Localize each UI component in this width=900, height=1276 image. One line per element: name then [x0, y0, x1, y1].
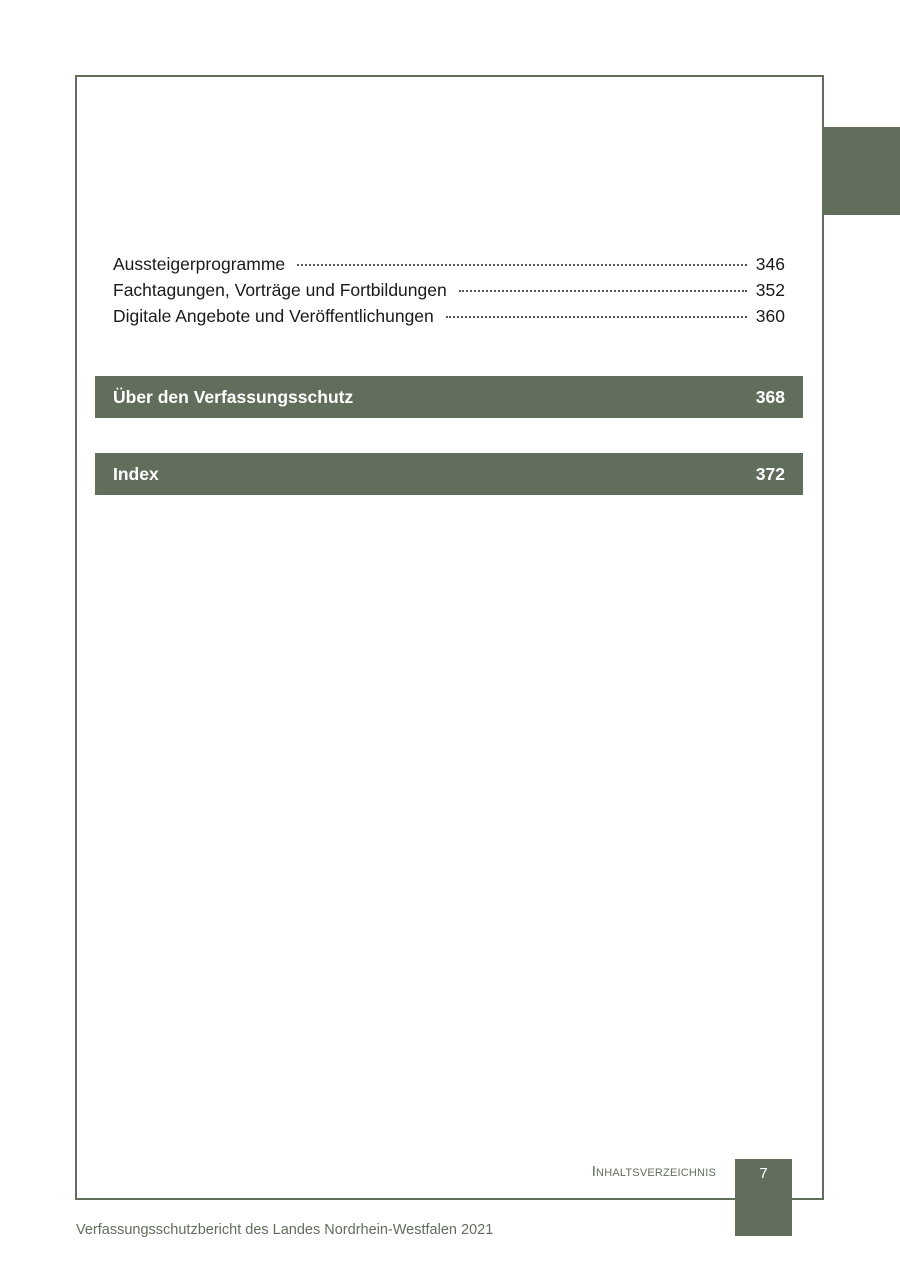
toc-section-index[interactable] — [95, 453, 803, 495]
section-page: 372 — [755, 463, 785, 484]
toc-entry-page: 346 — [755, 254, 785, 274]
toc-leader-dots — [446, 316, 747, 318]
page-number: 7 — [759, 1165, 768, 1182]
page-frame — [75, 75, 824, 1200]
section-page: 368 — [755, 386, 785, 407]
toc-entry[interactable] — [113, 254, 785, 280]
footer-text: Verfassungsschutzbericht des Landes Nordrhein-Westfalen 2021 — [76, 1222, 494, 1238]
toc-leader-dots — [459, 290, 747, 292]
toc-entry-page: 360 — [755, 306, 785, 326]
toc-entry-page: 352 — [755, 280, 785, 300]
toc-entry[interactable] — [113, 280, 785, 306]
page-number-tab — [735, 1159, 792, 1236]
section-title: Index — [113, 463, 159, 484]
toc-list — [113, 254, 785, 332]
toc-leader-dots — [297, 264, 747, 266]
section-title: Über den Verfassungsschutz — [113, 386, 354, 407]
chapter-tab-marker — [822, 127, 900, 215]
toc-entry-title: Aussteigerprogramme — [113, 254, 286, 274]
toc-entry[interactable] — [113, 306, 785, 332]
running-head: Inhaltsverzeichnis — [591, 1163, 716, 1180]
toc-entry-title: Digitale Angebote und Veröffentlichungen — [113, 306, 434, 326]
toc-section-verfassungsschutz[interactable] — [95, 376, 803, 418]
toc-entry-title: Fachtagungen, Vorträge und Fortbildungen — [113, 280, 447, 300]
